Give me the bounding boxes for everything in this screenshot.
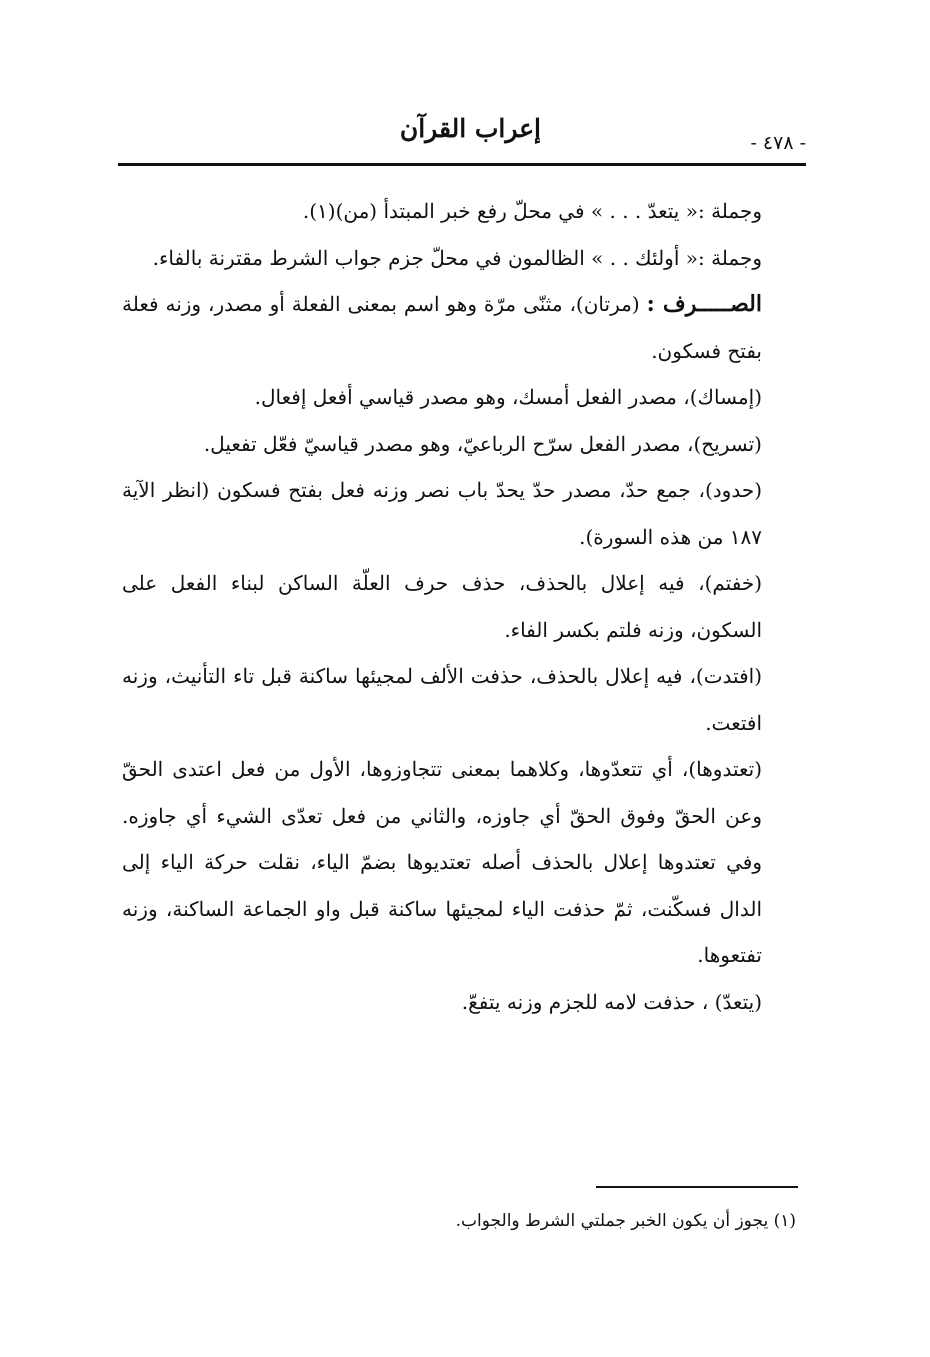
body-text [122, 188, 806, 1025]
footnote-rule [596, 1186, 798, 1188]
footnote: (١) يجوز أن يكون الخبر جملتي الشرط والجواب. [455, 1211, 796, 1231]
page-number: - ٤٧٨ - [750, 132, 806, 154]
paragraph-hudud: (حدود)، جمع حدّ، مصدر حدّ يحدّ باب نصر وزنه فعل بفتح فسكون (انظر الآية ١٨٧ من هذه السورة). [122, 478, 762, 549]
paragraph-jumla-ulaika: وجملة :« أولئك . . » الظالمون في محلّ جزم جواب الشرط مقترنة بالفاء. [152, 245, 762, 270]
paragraph-yataadda: (يتعدّ) ، حذفت لامه للجزم وزنه يتفعّ. [461, 989, 762, 1014]
paragraph-tasrih: (تسريح)، مصدر الفعل سرّح الرباعيّ، وهو مصدر قياسيّ فعّل تفعيل. [203, 431, 762, 456]
page-header [118, 112, 806, 164]
header-rule [118, 163, 806, 166]
sarf-label: الصـــــرف : [646, 291, 762, 317]
paragraph-iftadat: (افتدت)، فيه إعلال بالحذف، حذفت الألف لمجيئها ساكنة قبل تاء التأنيث، وزنه افتعت. [122, 664, 762, 735]
paragraph-khiftum: (خفتم)، فيه إعلال بالحذف، حذف حرف العلّة الساكن لبناء الفعل على السكون، وزنه فلتم بكسر الفاء. [122, 571, 762, 642]
running-title: إعراب القرآن [399, 114, 541, 143]
paragraph-jumla-yataadda: وجملة :« يتعدّ . . . » في محلّ رفع خبر المبتدأ (من)(١). [302, 199, 762, 223]
paragraph-taatadooha: (تعتدوها)، أي تتعدّوها، وكلاهما بمعنى تتجاوزوها، الأول من فعل اعتدى الحقّ وعن الحقّ وفوق الحقّ أي جاوزه، والثاني من فعل تعدّى الشيء أي جاوزه. وفي تعتدوها إعلال بالحذف أصله تعتديوها بضمّ الياء، نقلت حركة الياء إلى الدال فسكّنت، ثمّ حذفت الياء لمجيئها ساكنة قبل واو الجماعة الساكنة، وزنه تفتعوها. [122, 757, 762, 967]
paragraph-sarf-marratan [122, 281, 806, 374]
paragraph-imsak: (إمساك)، مصدر الفعل أمسك، وهو مصدر قياسي أفعل إفعال. [254, 385, 762, 409]
sarf-marratan-text: (مرتان)، مثنّى مرّة وهو اسم بمعنى الفعلة أو مصدر، وزنه فعلة بفتح فسكون. [122, 292, 762, 363]
